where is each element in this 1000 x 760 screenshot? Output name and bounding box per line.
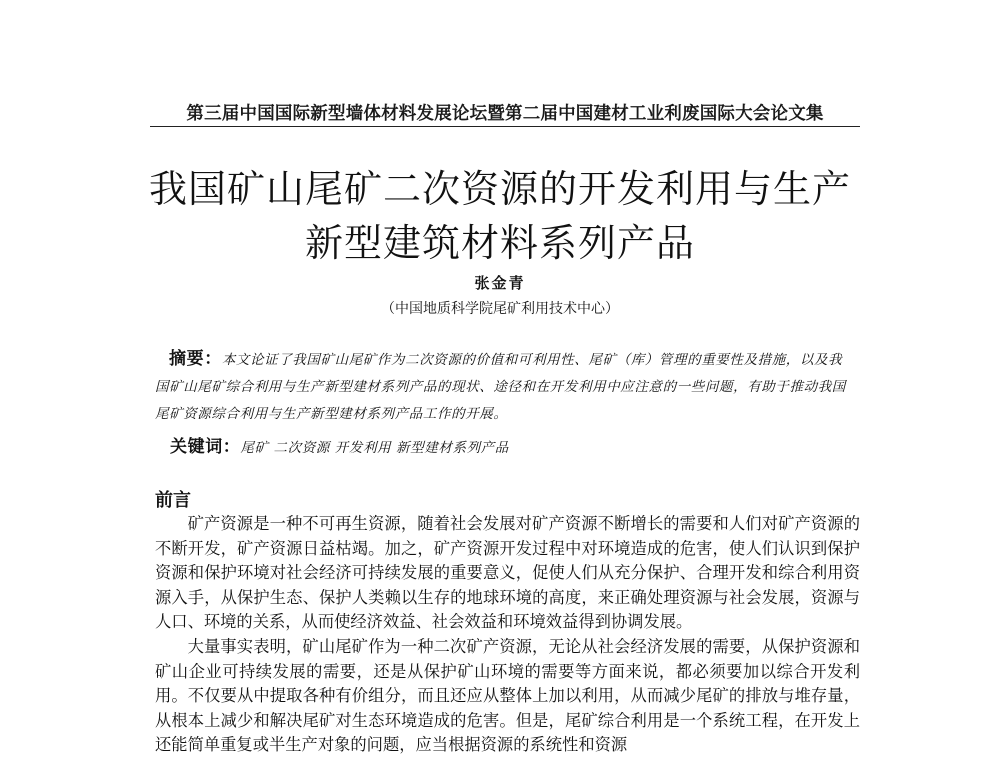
author-affiliation: （中国地质科学院尾矿利用技术中心） bbox=[381, 301, 619, 317]
paragraph: 大量事实表明，矿山尾矿作为一种二次矿产资源，无论从社会经济发展的需要，从保护资源和矿山企业可持续发展的需要，还是从保护矿山环境的需要等方面来说，都必须要加以综合开发利用。不仅要从中提取各种有价组分，而且还应从整体上加以利用，从而减少尾矿的排放与堆存量，从根本上减少和解决尾矿对生态环境造成的危害。但是，尾矿综合利用是一个系统工程，在开发上还能简单重复或半生产对象的问题，应当根据资源的系统性和资源 bbox=[155, 636, 860, 755]
keywords bbox=[170, 432, 860, 457]
author-name: 张金青 bbox=[474, 274, 526, 292]
abstract bbox=[155, 346, 855, 428]
paper-title-line-1: 我国矿山尾矿二次资源的开发利用与生产 bbox=[148, 167, 851, 211]
keywords-label: 关键词： bbox=[170, 437, 241, 457]
keywords-text: 尾矿 二次资源 开发利用 新型建材系列产品 bbox=[240, 440, 509, 456]
paragraph: 矿产资源是一种不可再生资源，随着社会发展对矿产资源不断增长的需要和人们对矿产资源的不断开发，矿产资源日益枯竭。加之，矿产资源开发过程中对环境造成的危害，使人们认识到保护资源和保护环境对社会经济可持续发展的重要意义，促使人们从充分保护、合理开发和综合利用资源入手，从保护生态、保护人类赖以生存的地球环境的高度，来正确处理资源与社会发展，资源与人口、环境的关系，从而使经济效益、社会效益和环境效益得到协调发展。 bbox=[155, 514, 860, 632]
running-header: 第三届中国国际新型墙体材料发展论坛暨第二届中国建材工业利废国际大会论文集 bbox=[186, 104, 824, 124]
section-heading: 前言 bbox=[155, 490, 191, 511]
abstract-text: 本文论证了我国矿山尾矿作为二次资源的价值和可利用性、尾矿（库）管理的重要性及措施，以及我国矿山尾矿综合利用与生产新型建材系列产品的现状、途径和在开发利用中应注意的一些问题，有助于推动我国尾矿资源综合利用与生产新型建材系列产品工作的开展。 bbox=[155, 352, 846, 422]
body-text bbox=[155, 512, 860, 758]
paper-title-line-2: 新型建筑材料系列产品 bbox=[304, 221, 695, 265]
abstract-label: 摘要： bbox=[169, 349, 222, 369]
header-rule bbox=[150, 126, 860, 127]
